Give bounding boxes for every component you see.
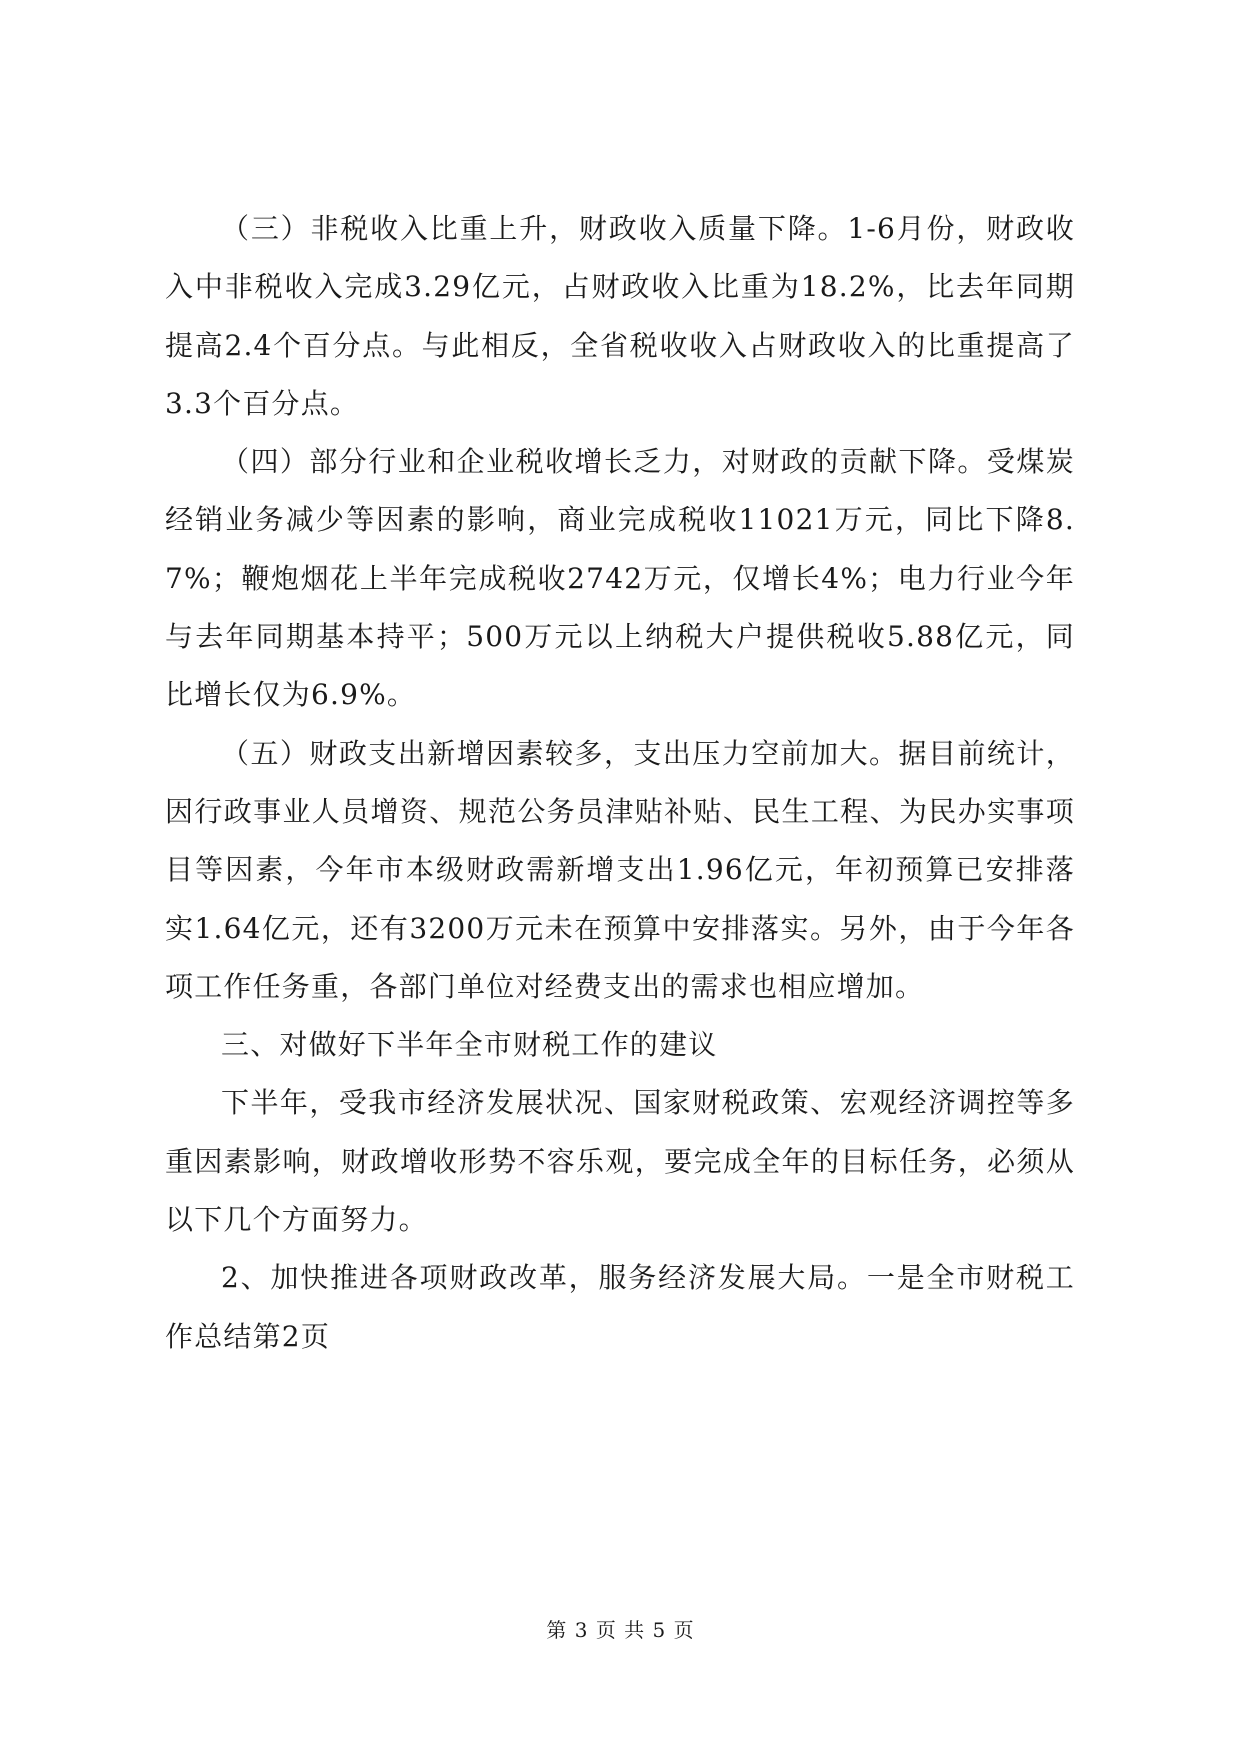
body-text — [165, 200, 1075, 1366]
paragraph-fiscal-reform: 2、加快推进各项财政改革，服务经济发展大局。一是全市财税工作总结第2页 — [165, 1261, 1075, 1353]
paragraph-expenditure-pressure: （五）财政支出新增因素较多，支出压力空前加大。据目前统计，因行政事业人员增资、规范公务员津贴补贴、民生工程、为民办实事项目等因素，今年市本级财政需新增支出1.96亿元，年初预算已安排落实1.64亿元，还有3200万元未在预算中安排落实。另外，由于今年各项工作任务重，各部门单位对经费支出的需求也相应增加。 — [165, 736, 1075, 1003]
paragraph-second-half-outlook: 下半年，受我市经济发展状况、国家财税政策、宏观经济调控等多重因素影响，财政增收形势不容乐观，要完成全年的目标任务，必须从以下几个方面努力。 — [165, 1086, 1075, 1237]
paragraph-non-tax-revenue: （三）非税收入比重上升，财政收入质量下降。1-6月份，财政收入中非税收入完成3.29亿元，占财政收入比重为18.2%，比去年同期提高2.4个百分点。与此相反，全省税收收入占财政收入的比重提高了3.3个百分点。 — [165, 212, 1075, 420]
page-number-footer: 第 3 页 共 5 页 — [546, 1618, 695, 1642]
paragraph-industry-tax: （四）部分行业和企业税收增长乏力，对财政的贡献下降。受煤炭经销业务减少等因素的影响，商业完成税收11021万元，同比下降8.7%；鞭炮烟花上半年完成税收2742万元，仅增长4%；电力行业今年与去年同期基本持平；500万元以上纳税大户提供税收5.88亿元，同比增长仅为6.9%。 — [165, 445, 1075, 712]
section-heading-recommendations: 三、对做好下半年全市财税工作的建议 — [221, 1028, 718, 1062]
